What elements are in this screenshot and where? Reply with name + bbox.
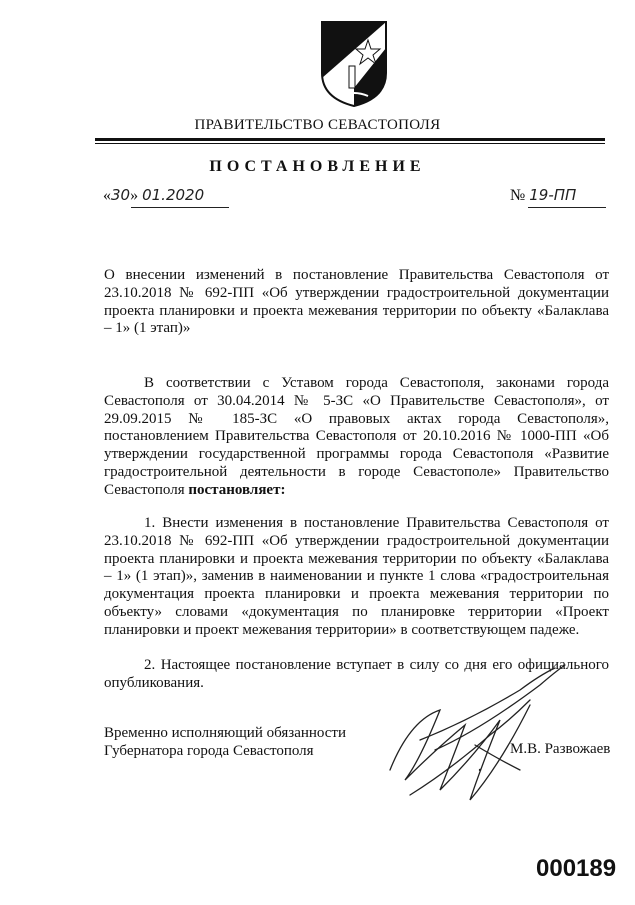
document-date <box>103 186 231 205</box>
item-2-text: 2. Настоящее постановление вступает в силу со дня его официального опубликования. <box>104 657 609 691</box>
signer-position-line-2: Губернатора города Севастополя <box>104 743 314 759</box>
signer-name: М.В. Развожаев <box>510 741 611 757</box>
date-quote-close: » <box>130 187 139 204</box>
header-rule-thick <box>95 138 605 141</box>
date-quote-open: « <box>103 187 111 204</box>
decree-word: постановляет: <box>188 481 286 498</box>
number-sign: № <box>510 187 526 204</box>
authority-name: ПРАВИТЕЛЬСТВО СЕВАСТОПОЛЯ <box>194 117 441 133</box>
number-value: 19-ПП <box>529 186 577 204</box>
signer-position-line-1: Временно исполняющий обязанности <box>104 725 347 741</box>
handwritten-signature <box>380 650 610 830</box>
preamble-paragraph <box>104 375 609 500</box>
sevastopol-emblem-icon <box>318 18 390 108</box>
document-number <box>510 186 610 205</box>
document-subject: О внесении изменений в постановление Правительства Севастополя от 23.10.2018 № 692-ПП «Об утверждении градостроительной документации проекта планировки и проекта межевания территории по объекту «Балаклава – 1» (1 этап)» <box>104 267 609 337</box>
preamble-text: В соответствии с Уставом города Севастополя, законами города Севастополя от 30.04.2014 № 5-ЗС «О Правительстве Севастополя», от 29.09.2015 № 185-ЗС «О правовых актах города Севастополя», постановлением Правительства Севастополя от 20.10.2016 № 1000-ПП «Об утверждении государственной программы города Севастополя «Развитие градостроительной деятельности в городе Севастополе» Правительство Севастополя <box>104 375 609 498</box>
signer-position <box>104 724 346 760</box>
registration-number: 000189 <box>536 855 617 882</box>
decree-item-1 <box>104 515 609 640</box>
date-month-year: 01.2020 <box>142 186 205 204</box>
document-type-title: ПОСТАНОВЛЕНИЕ <box>209 158 426 175</box>
date-day: 30 <box>111 186 131 204</box>
item-1-text: 1. Внести изменения в постановление Правительства Севастополя от 23.10.2018 № 692-ПП «Об утверждении градостроительной документации проекта планировки и проекта межевания территории по объекту «Балаклава – 1» (1 этап)», заменив в наименовании и пункте 1 слова «градостроительная документация проекта планировки и проекта межевания территории по объекту» словами «документация по планировке территории «Проект планировки и проект межевания территории» в соответствующем падеже. <box>104 515 609 638</box>
date-underline <box>131 207 229 208</box>
number-underline <box>528 207 606 208</box>
header-rule-thin <box>95 143 605 144</box>
